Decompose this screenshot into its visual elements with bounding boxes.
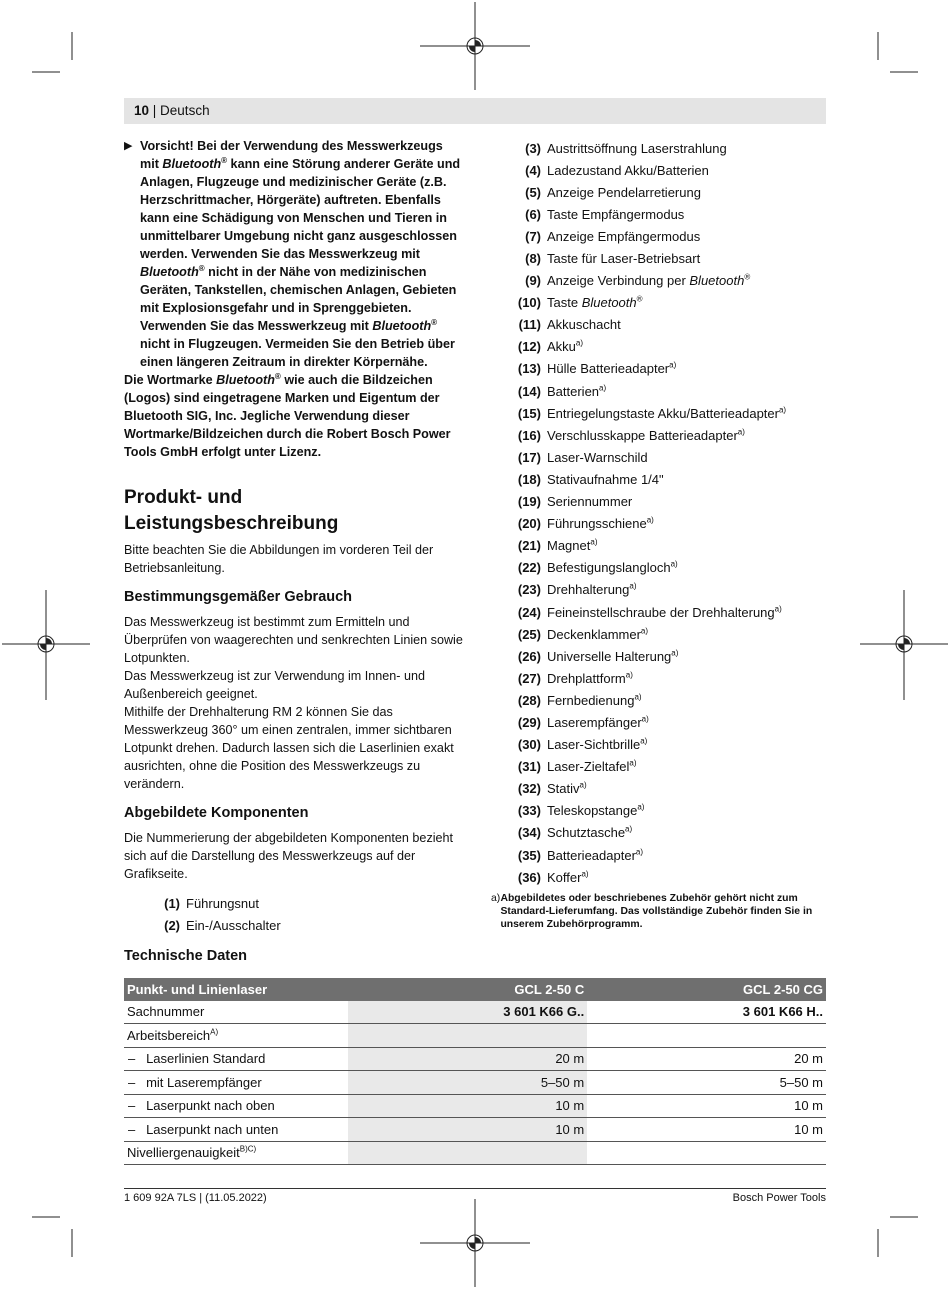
item-label: Anzeige Verbindung per Bluetooth® <box>547 272 751 289</box>
list-item <box>505 667 825 689</box>
list-item <box>505 513 825 535</box>
table-cell-value: 3 601 K66 G.. <box>348 1001 587 1024</box>
item-number: (18) <box>517 471 541 487</box>
item-number: (30) <box>517 737 541 753</box>
item-number: (24) <box>517 604 541 620</box>
item-number: (34) <box>517 825 541 841</box>
item-label: Batterieadapter$^{a)}$ <box>547 847 644 863</box>
list-item <box>505 247 825 269</box>
list-item <box>505 181 825 203</box>
list-item <box>505 358 825 380</box>
table-row <box>124 1141 826 1165</box>
table-cell-value: 10 m <box>348 1118 587 1142</box>
page-header: 10 | Deutsch <box>134 103 210 118</box>
item-label: Hülle Batterieadapter$^{a)}$ <box>547 361 677 377</box>
item-number: (3) <box>525 140 541 156</box>
components-intro: Die Nummerierung der abgebildeten Komponenten bezieht sich auf die Darstellung des Messwerkzeugs auf der Grafikseite. <box>124 831 454 881</box>
list-item <box>505 292 825 314</box>
trademark-notice: Die Wortmarke Bluetooth® wie auch die Bildzeichen (Logos) sind eingetragene Marken und Eigentum der Bluetooth SIG, Inc. Jegliche Verwendung dieser Wortmarke/Bildzeichen durch die Robert Bosch Power Tools GmbH erfolgt unter Lizenz. <box>124 371 451 459</box>
list-item <box>505 557 825 579</box>
table-header-cell: Punkt- und Linienlaser <box>124 978 348 1001</box>
component-list-right <box>505 137 825 888</box>
footnote: a) Abgebildetes oder beschriebenes Zubehör gehört nicht zum Standard-Lieferumfang. Das vollständige Zubehör finden Sie in unserem Zubehörprogramm. <box>491 893 813 931</box>
list-item: (2) Ein-/Ausschalter <box>164 918 281 933</box>
list-item <box>505 402 825 424</box>
footer-divider <box>124 1188 826 1189</box>
tech-data-table <box>124 978 826 1165</box>
list-item <box>505 336 825 358</box>
list-item <box>505 756 825 778</box>
item-number: (9) <box>525 273 541 289</box>
table-cell-value: 5–50 m <box>587 1071 826 1095</box>
item-label: Batterien$^{a)}$ <box>547 383 607 399</box>
item-number: (36) <box>517 869 541 885</box>
item-number: (13) <box>517 361 541 377</box>
component-list-left <box>156 893 464 937</box>
table-cell-label: – Laserlinien Standard <box>124 1047 348 1071</box>
list-item <box>505 203 825 225</box>
item-label: Laser-Warnschild <box>547 449 648 465</box>
list-item <box>505 623 825 645</box>
list-item <box>505 424 825 446</box>
list-item <box>505 601 825 623</box>
item-number: (14) <box>517 383 541 399</box>
item-number: (35) <box>517 847 541 863</box>
list-item <box>505 137 825 159</box>
item-number: (19) <box>517 494 541 510</box>
table-cell-value: 5–50 m <box>348 1071 587 1095</box>
item-number: (7) <box>525 228 541 244</box>
usage-paragraph-3: Mithilfe der Drehhalterung RM 2 können Sie das Messwerkzeug 360° um einen zentralen, immer sichtbaren Lotpunkt drehen. Dadurch lassen sich die Laserlinien exakt ausrichten, ohne die Position des Messwerkzeugs zu verändern. <box>124 705 454 791</box>
list-item <box>505 314 825 336</box>
item-number: (12) <box>517 339 541 355</box>
table-row <box>124 1071 826 1095</box>
item-number: (8) <box>525 251 541 267</box>
item-label: Verschlusskappe Batterieadapter$^{a)}$ <box>547 427 745 443</box>
item-number: (28) <box>517 692 541 708</box>
usage-paragraph-1: Das Messwerkzeug ist bestimmt zum Ermitteln und Überprüfen von waagerechten und senkrechten Linien sowie Lotpunkten. <box>124 615 463 665</box>
item-number: (15) <box>517 405 541 421</box>
list-item <box>505 645 825 667</box>
list-item <box>505 491 825 513</box>
item-number: (5) <box>525 184 541 200</box>
table-cell-value <box>348 1024 587 1048</box>
table-cell-value: 20 m <box>587 1047 826 1071</box>
item-number: (22) <box>517 560 541 576</box>
item-number: (10) <box>517 295 541 311</box>
section-intro: Bitte beachten Sie die Abbildungen im vorderen Teil der Betriebsanleitung. <box>124 543 434 575</box>
list-item <box>505 866 825 888</box>
item-label: Feineinstellschraube der Drehhalterung$^{a)}$ <box>547 604 782 620</box>
list-item <box>505 822 825 844</box>
item-label: Universelle Halterung$^{a)}$ <box>547 648 679 664</box>
table-cell-value <box>587 1024 826 1048</box>
table-cell-value: 20 m <box>348 1047 587 1071</box>
item-number: (27) <box>517 670 541 686</box>
item-number: (6) <box>525 206 541 222</box>
item-label: Schutztasche$^{a)}$ <box>547 825 633 841</box>
item-number: (31) <box>517 759 541 775</box>
list-item <box>505 159 825 181</box>
item-label: Drehhalterung$^{a)}$ <box>547 582 637 598</box>
table-cell-value: 10 m <box>348 1094 587 1118</box>
page-number: 10 <box>134 103 150 118</box>
table-cell-label: – Laserpunkt nach oben <box>124 1094 348 1118</box>
table-cell-value: 3 601 K66 H.. <box>587 1001 826 1024</box>
item-number: (33) <box>517 803 541 819</box>
item-number: (4) <box>525 162 541 178</box>
item-label: Akku$^{a)}$ <box>547 339 584 355</box>
table-row <box>124 1094 826 1118</box>
item-label: Anzeige Pendelarretierung <box>547 184 701 200</box>
item-label: Befestigungslangloch$^{a)}$ <box>547 560 678 576</box>
table-row <box>124 1118 826 1142</box>
section-title: Produkt- und Leistungsbeschreibung <box>124 487 339 534</box>
list-item <box>505 800 825 822</box>
table-header-cell: GCL 2-50 C <box>348 978 587 1001</box>
item-label: Austrittsöffnung Laserstrahlung <box>547 140 727 156</box>
item-label: Taste Empfängermodus <box>547 206 685 222</box>
list-item <box>505 734 825 756</box>
item-number: (16) <box>517 427 541 443</box>
list-item <box>505 535 825 557</box>
item-label: Koffer$^{a)}$ <box>547 869 589 885</box>
list-item <box>505 711 825 733</box>
components-title: Abgebildete Komponenten <box>124 805 309 821</box>
list-item: (1) Führungsnut <box>164 896 259 911</box>
item-label: Stativaufnahme 1/4" <box>547 471 664 487</box>
table-cell-label: Nivelliergenauigkeit$^{B)C)}$ <box>124 1141 348 1165</box>
left-column <box>124 137 464 937</box>
list-item <box>505 270 825 292</box>
table-cell-value <box>348 1141 587 1165</box>
table-cell-label: Arbeitsbereich$^{A)}$ <box>124 1024 348 1048</box>
item-number: (26) <box>517 648 541 664</box>
item-label: Laser-Zieltafel$^{a)}$ <box>547 758 637 775</box>
item-label: Anzeige Empfängermodus <box>547 228 701 244</box>
tech-data-title: Technische Daten <box>124 948 248 964</box>
table-row <box>124 1001 826 1024</box>
item-label: Ladezustand Akku/Batterien <box>547 162 709 178</box>
table-header-row <box>124 978 826 1001</box>
list-item <box>505 225 825 247</box>
item-label: Taste Bluetooth® <box>547 294 643 311</box>
table-cell-label: – mit Laserempfänger <box>124 1071 348 1095</box>
item-label: Taste für Laser-Betriebsart <box>547 251 701 267</box>
item-number: (17) <box>517 449 541 465</box>
item-label: Stativ$^{a)}$ <box>547 780 587 797</box>
table-row <box>124 1024 826 1048</box>
footer-brand: Bosch Power Tools <box>732 1192 826 1204</box>
list-item <box>505 446 825 468</box>
table-cell-value: 10 m <box>587 1094 826 1118</box>
table-header-cell: GCL 2-50 CG <box>587 978 826 1001</box>
page-language: Deutsch <box>160 103 210 118</box>
item-label: Laserempfänger$^{a)}$ <box>547 714 649 730</box>
list-item <box>505 844 825 866</box>
list-item <box>505 468 825 490</box>
item-number: (29) <box>517 714 541 730</box>
item-number: (23) <box>517 582 541 598</box>
bullet-arrow-icon: ▶ <box>124 140 133 152</box>
item-label: Drehplattform$^{a)}$ <box>547 670 633 686</box>
item-number: (20) <box>517 516 541 532</box>
item-label: Deckenklammer$^{a)}$ <box>547 626 649 642</box>
item-label: Fernbedienung$^{a)}$ <box>547 692 642 708</box>
table-cell-value <box>587 1141 826 1165</box>
list-item <box>505 579 825 601</box>
table-cell-label: – Laserpunkt nach unten <box>124 1118 348 1142</box>
table-row <box>124 1047 826 1071</box>
right-column <box>491 137 825 931</box>
table-cell-label: Sachnummer <box>124 1001 348 1024</box>
usage-paragraph-2: Das Messwerkzeug ist zur Verwendung im Innen- und Außenbereich geeignet. <box>124 669 425 701</box>
item-label: Akkuschacht <box>547 317 621 333</box>
list-item <box>505 380 825 402</box>
usage-title: Bestimmungsgemäßer Gebrauch <box>124 589 353 605</box>
list-item <box>505 778 825 800</box>
item-number: (25) <box>517 626 541 642</box>
item-label: Magnet$^{a)}$ <box>547 537 598 554</box>
item-number: (11) <box>518 317 541 333</box>
item-label: Entriegelungstaste Akku/Batterieadapter$^{a)}$ <box>547 405 787 421</box>
bluetooth-warning: ▶ Vorsicht! Bei der Verwendung des Messwerkzeugs mit Bluetooth® kann eine Störung anderer Geräte und Anlagen, Flugzeuge und medizinischer Geräte (z.B. Herzschrittmacher, Hörgeräte) auftreten. Ebenfalls kann eine Schädigung von Menschen und Tieren in unmittelbarer Umgebung nicht ganz ausgeschlossen werden. Verwenden Sie das Messwerkzeug mit Bluetooth® nicht in der Nähe von medizinischen Geräten, Tankstellen, chemischen Anlagen, Gebieten mit Explosionsgefahr und in Sprenggebieten. Verwenden Sie das Messwerkzeug mit Bluetooth® nicht in Flugzeugen. Vermeiden Sie den Betrieb über einen längeren Zeitraum in direkter Körpernähe. <box>124 139 461 369</box>
page-header-bar <box>124 98 826 124</box>
footer-doc-number: 1 609 92A 7LS | (11.05.2022) <box>124 1192 267 1204</box>
list-item <box>505 689 825 711</box>
item-label: Führungsschiene$^{a)}$ <box>547 515 654 532</box>
item-number: (21) <box>517 538 541 554</box>
item-label: Laser-Sichtbrille$^{a)}$ <box>547 736 648 753</box>
item-label: Teleskopstange$^{a)}$ <box>547 803 645 819</box>
item-label: Seriennummer <box>547 494 633 510</box>
table-cell-value: 10 m <box>587 1118 826 1142</box>
item-number: (32) <box>517 781 541 797</box>
